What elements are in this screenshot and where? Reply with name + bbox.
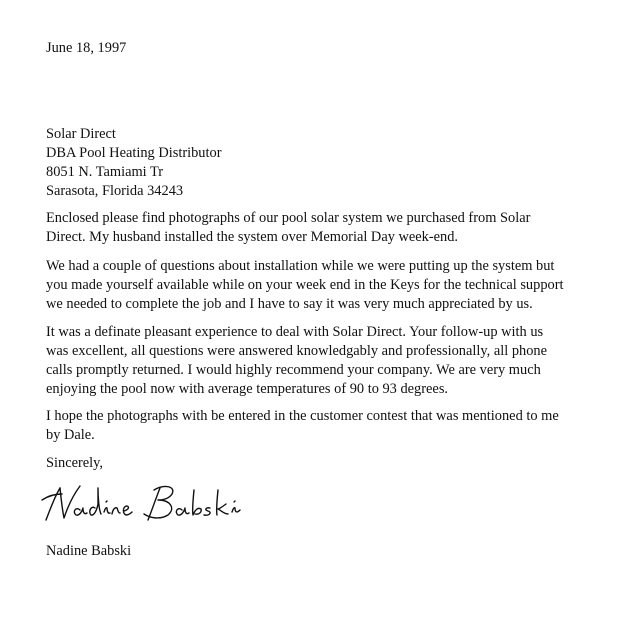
handwritten-signature: [40, 480, 250, 528]
paragraph-3-line-2: was excellent, all questions were answered knowledgably and professionally, all phone: [46, 343, 547, 359]
recipient-city-state-zip: Sarasota, Florida 34243: [46, 183, 184, 199]
paragraph-2-line-3: we needed to complete the job and I have to say it was very much appreciated by us.: [46, 296, 533, 312]
paragraph-3-line-3: calls promptly returned. I would highly recommend your company. We are very much: [46, 362, 541, 378]
signer-name: Nadine Babski: [46, 543, 132, 559]
paragraph-4-line-2: by Dale.: [46, 427, 95, 443]
paragraph-2-line-2: you made yourself available while on your week end in the Keys for the technical support: [46, 277, 564, 293]
paragraph-1-line-2: Direct. My husband installed the system over Memorial Day week-end.: [46, 229, 459, 245]
paragraph-3-line-4: enjoying the pool now with average temperatures of 90 to 93 degrees.: [46, 381, 449, 397]
closing: Sincerely,: [46, 455, 104, 471]
paragraph-4-line-1: I hope the photographs with be entered in the customer contest that was mentioned to me: [46, 408, 559, 424]
paragraph-1-line-1: Enclosed please find photographs of our pool solar system we purchased from Solar: [46, 210, 531, 226]
recipient-dba: DBA Pool Heating Distributor: [46, 145, 222, 161]
recipient-name: Solar Direct: [46, 126, 116, 142]
paragraph-2-line-1: We had a couple of questions about installation while we were putting up the system but: [46, 258, 555, 274]
recipient-street: 8051 N. Tamiami Tr: [46, 164, 164, 180]
paragraph-3-line-1: It was a definate pleasant experience to deal with Solar Direct. Your follow-up with us: [46, 324, 544, 340]
letter-date: June 18, 1997: [46, 40, 127, 56]
